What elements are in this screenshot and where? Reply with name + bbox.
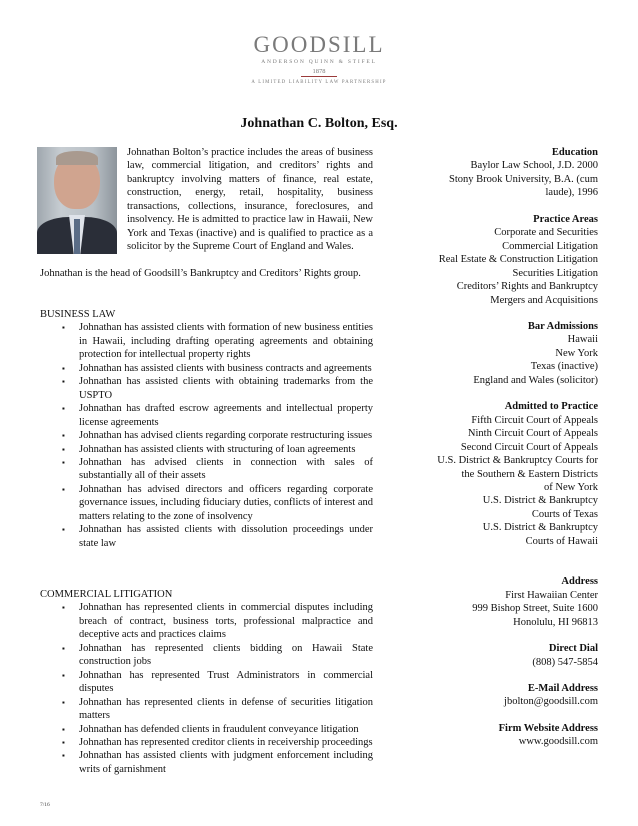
section-heading: COMMERCIAL LITIGATION	[40, 589, 173, 600]
bullet-icon: ▪	[62, 724, 65, 734]
commercial-litigation-section	[40, 588, 373, 776]
bullet-icon: ▪	[62, 603, 65, 613]
list-item: ▪ Johnathan has assisted clients with obtaining trademarks from the USPTO	[62, 376, 373, 401]
bar-admission-line: New York	[555, 347, 598, 359]
practice-area-line: Creditors’ Rights and Bankruptcy	[456, 281, 598, 293]
firm-logo	[0, 34, 638, 85]
list-item: ▪ Johnathan has assisted clients with dissolution proceedings under state law	[62, 524, 373, 549]
court-line: U.S. District & Bankruptcy	[482, 522, 598, 534]
education-heading: Education	[551, 147, 598, 158]
education-line: Stony Brook University, B.A. (cum	[449, 173, 598, 185]
list-item: ▪ Johnathan has represented clients in defense of securities litigation matters	[62, 696, 373, 722]
firm-name: GOODSILL	[253, 32, 385, 57]
practice-area-line: Real Estate & Construction Litigation	[438, 254, 598, 266]
intro-paragraph-continued: Johnathan is the head of Goodsill’s Bankruptcy and Creditors’ Rights group.	[40, 268, 361, 279]
bar-admissions-heading: Bar Admissions	[527, 320, 598, 332]
education-line: laude), 1996	[545, 187, 598, 199]
website-address: www.goodsill.com	[518, 736, 598, 748]
bullet-icon: ▪	[62, 377, 65, 387]
website-heading: Firm Website Address	[498, 722, 598, 734]
bullet-icon: ▪	[62, 697, 65, 707]
court-line: Fifth Circuit Court of Appeals	[471, 414, 598, 426]
court-line: Courts of Texas	[531, 508, 598, 520]
address-line: First Hawaiian Center	[505, 589, 598, 601]
list-item: ▪ Johnathan has advised directors and officers regarding corporate governance issues, including fiduciary duties, conflicts of interest and matters relating to the zone of insolvency	[62, 483, 373, 522]
bullet-icon: ▪	[62, 525, 65, 535]
court-line: U.S. District & Bankruptcy	[482, 495, 598, 507]
bullet-icon: ▪	[62, 457, 65, 467]
practice-area-line: Commercial Litigation	[502, 240, 598, 252]
list-item: ▪ Johnathan has represented clients bidding on Hawaii State construction jobs	[62, 642, 373, 668]
bar-admission-line: Texas (inactive)	[530, 361, 598, 373]
bar-admissions-block	[420, 320, 598, 387]
bullet-icon: ▪	[62, 404, 65, 414]
court-line: of New York	[544, 481, 598, 493]
education-block	[420, 146, 598, 200]
court-line: U.S. District & Bankruptcy Courts for	[437, 455, 598, 467]
direct-dial-heading: Direct Dial	[548, 643, 598, 655]
list-item: ▪ Johnathan has drafted escrow agreements and intellectual property license agreements	[62, 403, 373, 428]
website-block	[420, 722, 598, 749]
practice-area-line: Mergers and Acquisitions	[490, 294, 598, 306]
address-heading: Address	[561, 576, 598, 588]
direct-dial-block	[420, 642, 598, 669]
bullet-icon: ▪	[62, 737, 65, 747]
bullet-icon: ▪	[62, 431, 65, 441]
bullet-icon: ▪	[62, 363, 65, 373]
attorney-photo	[37, 147, 117, 254]
bar-admission-line: Hawaii	[567, 334, 598, 346]
list-item: ▪ Johnathan has assisted clients with business contracts and agreements	[62, 362, 372, 374]
email-heading: E-Mail Address	[527, 682, 598, 694]
list-item: ▪ Johnathan has represented clients in commercial disputes including breach of contract, business torts, professional malpractice and deceptive acts and practices claims	[62, 602, 373, 641]
list-item: ▪ Johnathan has defended clients in fraudulent conveyance litigation	[62, 723, 359, 735]
court-line: the Southern & Eastern Districts	[461, 468, 598, 480]
sidebar	[420, 146, 598, 749]
admitted-to-practice-block	[420, 400, 598, 548]
phone-number: (808) 547-5854	[532, 656, 598, 668]
address-line: Honolulu, HI 96813	[513, 616, 598, 628]
bullet-icon: ▪	[62, 323, 65, 333]
bar-admission-line: England and Wales (solicitor)	[473, 374, 598, 386]
education-line: Baylor Law School, J.D. 2000	[470, 160, 598, 172]
list-item: ▪ Johnathan has advised clients regarding corporate restructuring issues	[62, 430, 373, 442]
practice-area-line: Securities Litigation	[512, 267, 598, 279]
page-footer-code: 7/16	[40, 802, 50, 808]
admitted-to-practice-heading: Admitted to Practice	[504, 401, 598, 413]
bullet-icon: ▪	[62, 444, 65, 454]
practice-area-line: Corporate and Securities	[494, 227, 598, 239]
firm-tagline: A LIMITED LIABILITY LAW PARTNERSHIP	[251, 80, 387, 85]
bullet-icon: ▪	[62, 670, 65, 680]
business-law-list	[40, 321, 373, 550]
firm-year: 1878	[312, 68, 326, 75]
email-block	[420, 682, 598, 709]
practice-areas-heading: Practice Areas	[533, 213, 598, 225]
list-item: ▪ Johnathan has represented Trust Administrators in commercial disputes	[62, 669, 373, 695]
list-item: ▪ Johnathan has advised clients in connection with sales of substantially all of their assets	[62, 456, 373, 482]
business-law-section	[40, 308, 373, 550]
list-item: ▪ Johnathan has assisted clients with judgment enforcement including writs of garnishment	[62, 750, 373, 775]
firm-partners: ANDERSON QUINN & STIFEL	[261, 59, 377, 65]
page-title: Johnathan C. Bolton, Esq.	[240, 116, 398, 131]
bullet-icon: ▪	[62, 484, 65, 494]
email-address: jbolton@goodsill.com	[504, 696, 598, 708]
court-line: Second Circuit Court of Appeals	[460, 441, 598, 453]
commercial-litigation-list	[40, 601, 373, 776]
court-line: Courts of Hawaii	[525, 535, 598, 547]
list-item: ▪ Johnathan has assisted clients with structuring of loan agreements	[62, 443, 356, 455]
section-heading: BUSINESS LAW	[40, 309, 116, 320]
list-item: ▪ Johnathan has assisted clients with formation of new business entities in Hawaii, including drafting operating agreements and obtaining protection for intellectual property rights	[62, 322, 373, 361]
address-block	[420, 575, 598, 629]
practice-areas-block	[420, 213, 598, 307]
intro-paragraph: Johnathan Bolton’s practice includes the areas of business law, commercial litigation, and creditors’ rights and bankruptcy involving matters of finance, real estate, construction, energy, retail, hospitality, business transactions, collections, insurance, foreclosures, and insolvency. He is admitted to practice law in Hawaii, New York and Texas (inactive) and is qualified to practice as a solicitor by the Supreme Court of England and Wales.	[127, 147, 373, 253]
logo-divider	[301, 76, 337, 77]
court-line: Ninth Circuit Court of Appeals	[467, 428, 598, 440]
address-line: 999 Bishop Street, Suite 1600	[472, 603, 598, 615]
bullet-icon: ▪	[62, 751, 65, 761]
list-item: ▪ Johnathan has represented creditor clients in receivership proceedings	[62, 736, 373, 748]
bullet-icon: ▪	[62, 643, 65, 653]
